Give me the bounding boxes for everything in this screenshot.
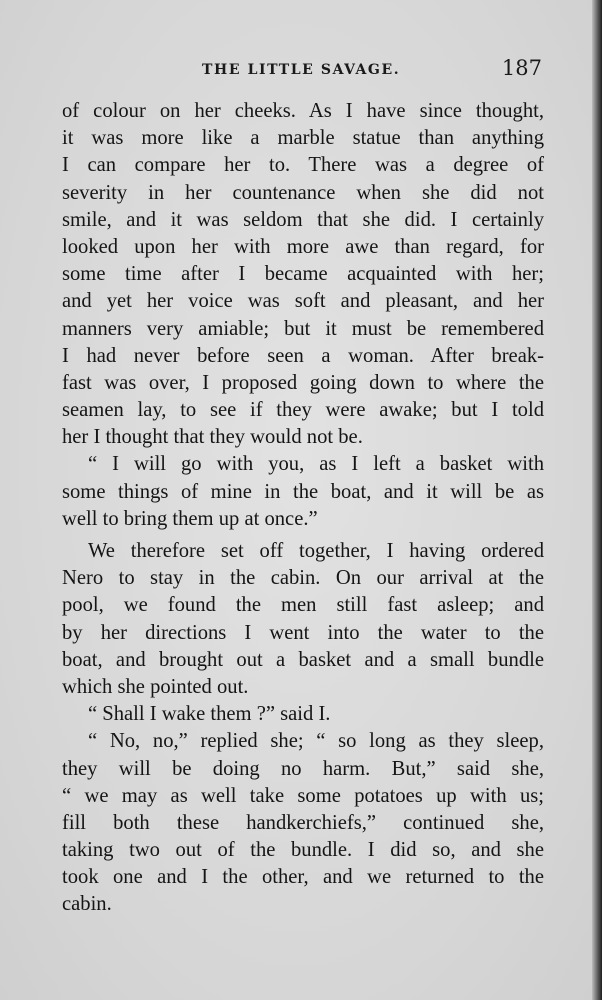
text-line: by her directions I went into the water to the	[62, 621, 544, 644]
text-line: severity in her countenance when she did not	[62, 181, 544, 204]
text-line: of colour on her cheeks. As I have since thought,	[62, 100, 544, 122]
text-line: smile, and it was seldom that she did. I certainly	[62, 208, 544, 231]
text-line: “ No, no,” replied she; “ so long as they sleep,	[88, 730, 544, 753]
text-line: and yet her voice was soft and pleasant, and her	[62, 290, 544, 313]
text-line: looked upon her with more awe than regard, for	[62, 235, 544, 258]
text-line: fast was over, I proposed going down to where the	[62, 371, 544, 394]
text-line: “ Shall I wake them ?” said I.	[88, 703, 331, 726]
page-header	[62, 56, 544, 86]
text-line: “ we may as well take some potatoes up with us;	[62, 784, 544, 807]
body-text	[62, 98, 544, 919]
text-line: some time after I became acquainted with her;	[62, 263, 544, 286]
text-line: it was more like a marble statue than anything	[62, 127, 544, 150]
text-line: We therefore set off together, I having ordered	[88, 540, 544, 562]
text-line: took one and I the other, and we returned to the	[62, 866, 544, 889]
text-line: some things of mine in the boat, and it will be as	[62, 480, 544, 503]
text-line: her I thought that they would not be.	[62, 426, 363, 449]
text-line: Nero to stay in the cabin. On our arrival at the	[62, 567, 544, 590]
text-line: I had never before seen a woman. After break-	[62, 344, 544, 367]
page-edge-shadow	[592, 0, 602, 1000]
text-line: which she pointed out.	[62, 675, 249, 698]
text-line: fill both these handkerchiefs,” continued she,	[62, 811, 544, 834]
text-line: boat, and brought out a basket and a small bundle	[62, 648, 544, 671]
text-line: seamen lay, to see if they were awake; but I told	[62, 399, 544, 422]
text-line: pool, we found the men still fast asleep; and	[62, 594, 544, 617]
text-line: cabin.	[62, 893, 112, 916]
text-line: taking two out of the bundle. I did so, and she	[62, 839, 544, 862]
text-line: “ I will go with you, as I left a basket with	[88, 453, 544, 476]
page-number: 187	[501, 56, 542, 80]
text-line: well to bring them up at once.”	[62, 507, 318, 530]
text-line: I can compare her to. There was a degree of	[62, 154, 544, 177]
text-line: manners very amiable; but it must be remembered	[62, 317, 544, 340]
text-line: they will be doing no harm. But,” said she,	[62, 757, 544, 780]
running-title: THE LITTLE SAVAGE.	[202, 62, 401, 78]
